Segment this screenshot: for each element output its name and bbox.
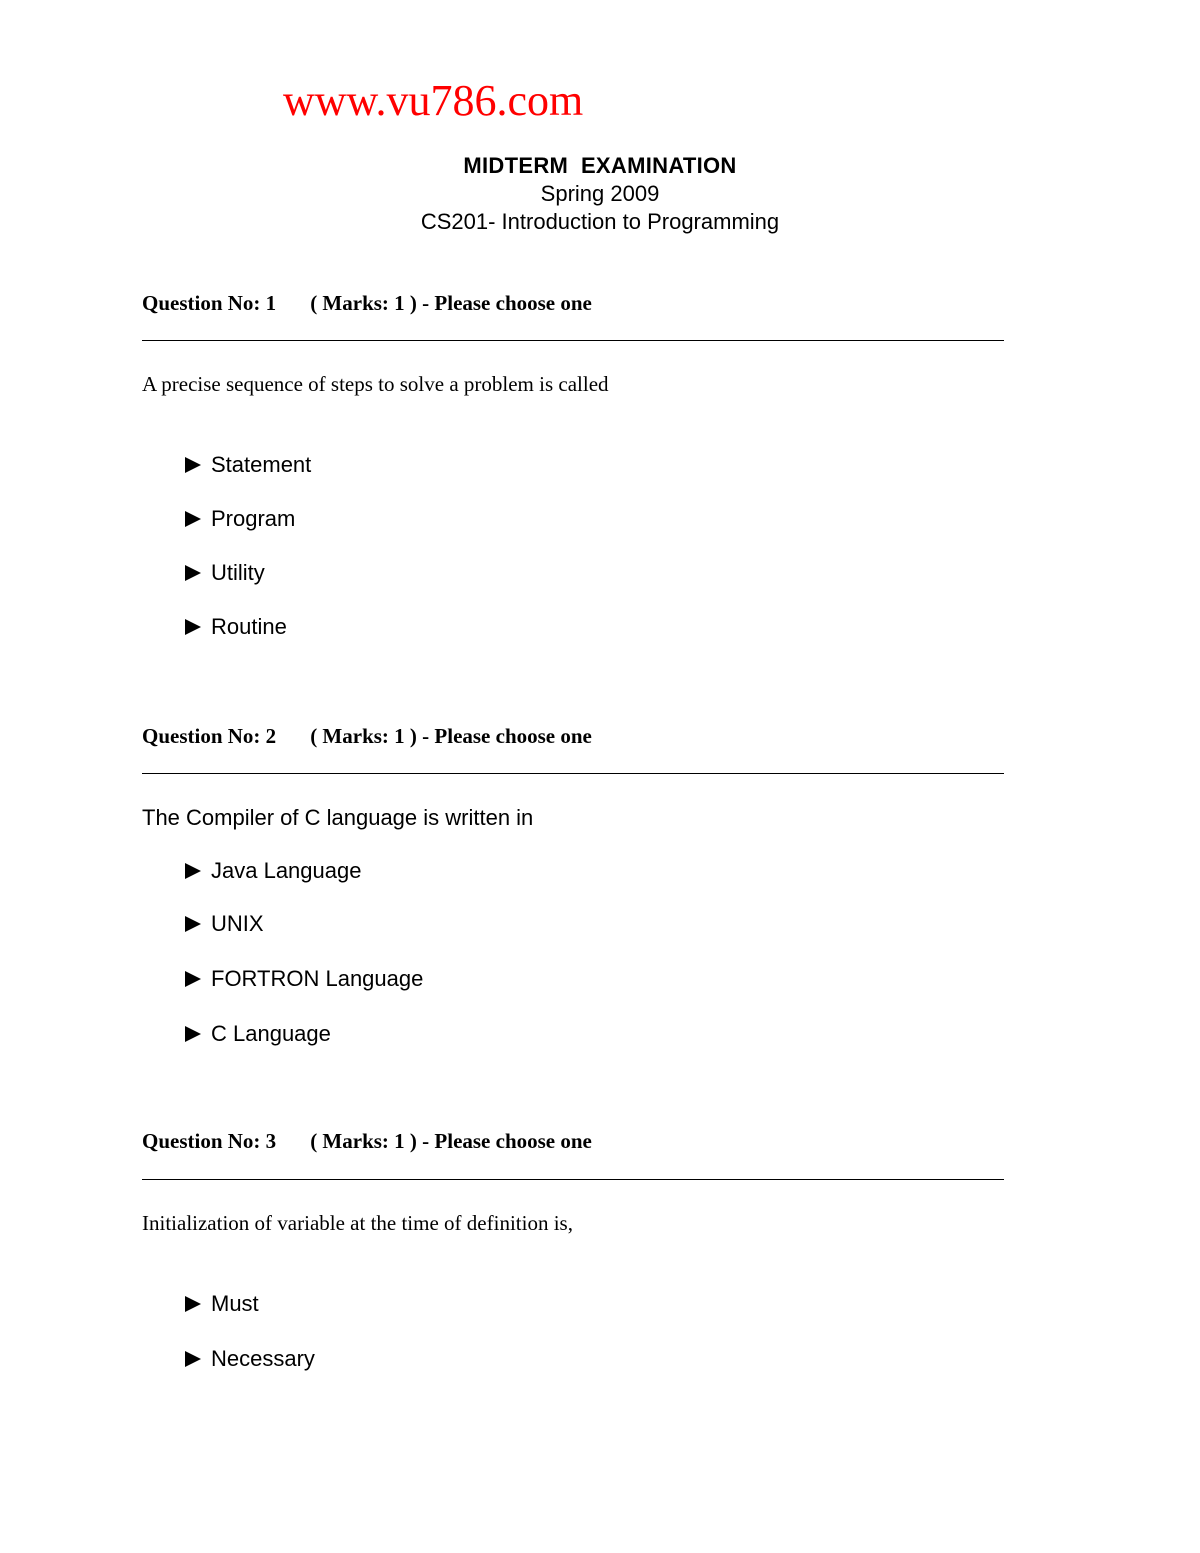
arrow-right-icon bbox=[185, 863, 201, 879]
option-c[interactable] bbox=[185, 965, 423, 993]
option-label: Necessary bbox=[211, 1346, 315, 1371]
option-b[interactable] bbox=[185, 910, 264, 938]
exam-term: Spring 2009 bbox=[540, 181, 660, 206]
option-d[interactable] bbox=[185, 1020, 331, 1048]
question-header bbox=[142, 290, 1004, 316]
option-a[interactable] bbox=[185, 1290, 259, 1318]
question-header bbox=[142, 723, 1004, 749]
question-divider bbox=[142, 1179, 1004, 1180]
question-marks: ( Marks: 1 ) - Please choose one bbox=[310, 1129, 592, 1153]
question-text: Initialization of variable at the time of definition is, bbox=[142, 1211, 573, 1235]
option-label: UNIX bbox=[211, 911, 264, 936]
exam-course: CS201- Introduction to Programming bbox=[420, 209, 780, 234]
question-3 bbox=[142, 1128, 1004, 1388]
question-1 bbox=[142, 290, 1004, 650]
question-text: The Compiler of C language is written in bbox=[142, 805, 534, 830]
question-text: A precise sequence of steps to solve a problem is called bbox=[142, 372, 609, 396]
option-a[interactable] bbox=[185, 857, 361, 885]
option-label: C Language bbox=[211, 1021, 331, 1046]
question-marks: ( Marks: 1 ) - Please choose one bbox=[310, 724, 592, 748]
question-marks: ( Marks: 1 ) - Please choose one bbox=[310, 291, 592, 315]
option-label: Utility bbox=[211, 560, 265, 585]
site-url[interactable]: www.vu786.com bbox=[283, 76, 584, 125]
arrow-right-icon bbox=[185, 1296, 201, 1312]
option-a[interactable] bbox=[185, 451, 311, 479]
arrow-right-icon bbox=[185, 971, 201, 987]
option-label: Statement bbox=[211, 452, 312, 477]
question-header bbox=[142, 1128, 1004, 1154]
arrow-right-icon bbox=[185, 1026, 201, 1042]
question-number: Question No: 1 bbox=[142, 291, 277, 315]
option-b[interactable] bbox=[185, 1345, 315, 1373]
question-divider bbox=[142, 773, 1004, 774]
option-label: Must bbox=[211, 1291, 259, 1316]
option-label: Routine bbox=[211, 614, 287, 639]
arrow-right-icon bbox=[185, 916, 201, 932]
question-divider bbox=[142, 340, 1004, 341]
exam-header bbox=[0, 152, 1200, 236]
arrow-right-icon bbox=[185, 511, 201, 527]
option-label: FORTRON Language bbox=[211, 966, 424, 991]
question-number: Question No: 3 bbox=[142, 1129, 277, 1153]
exam-title: MIDTERM EXAMINATION bbox=[463, 153, 737, 178]
option-b[interactable] bbox=[185, 505, 295, 533]
option-c[interactable] bbox=[185, 559, 265, 587]
option-label: Java Language bbox=[211, 858, 362, 883]
option-d[interactable] bbox=[185, 613, 287, 641]
arrow-right-icon bbox=[185, 457, 201, 473]
arrow-right-icon bbox=[185, 565, 201, 581]
question-number: Question No: 2 bbox=[142, 724, 277, 748]
option-label: Program bbox=[211, 506, 296, 531]
arrow-right-icon bbox=[185, 1351, 201, 1367]
question-2 bbox=[142, 723, 1004, 1063]
arrow-right-icon bbox=[185, 619, 201, 635]
